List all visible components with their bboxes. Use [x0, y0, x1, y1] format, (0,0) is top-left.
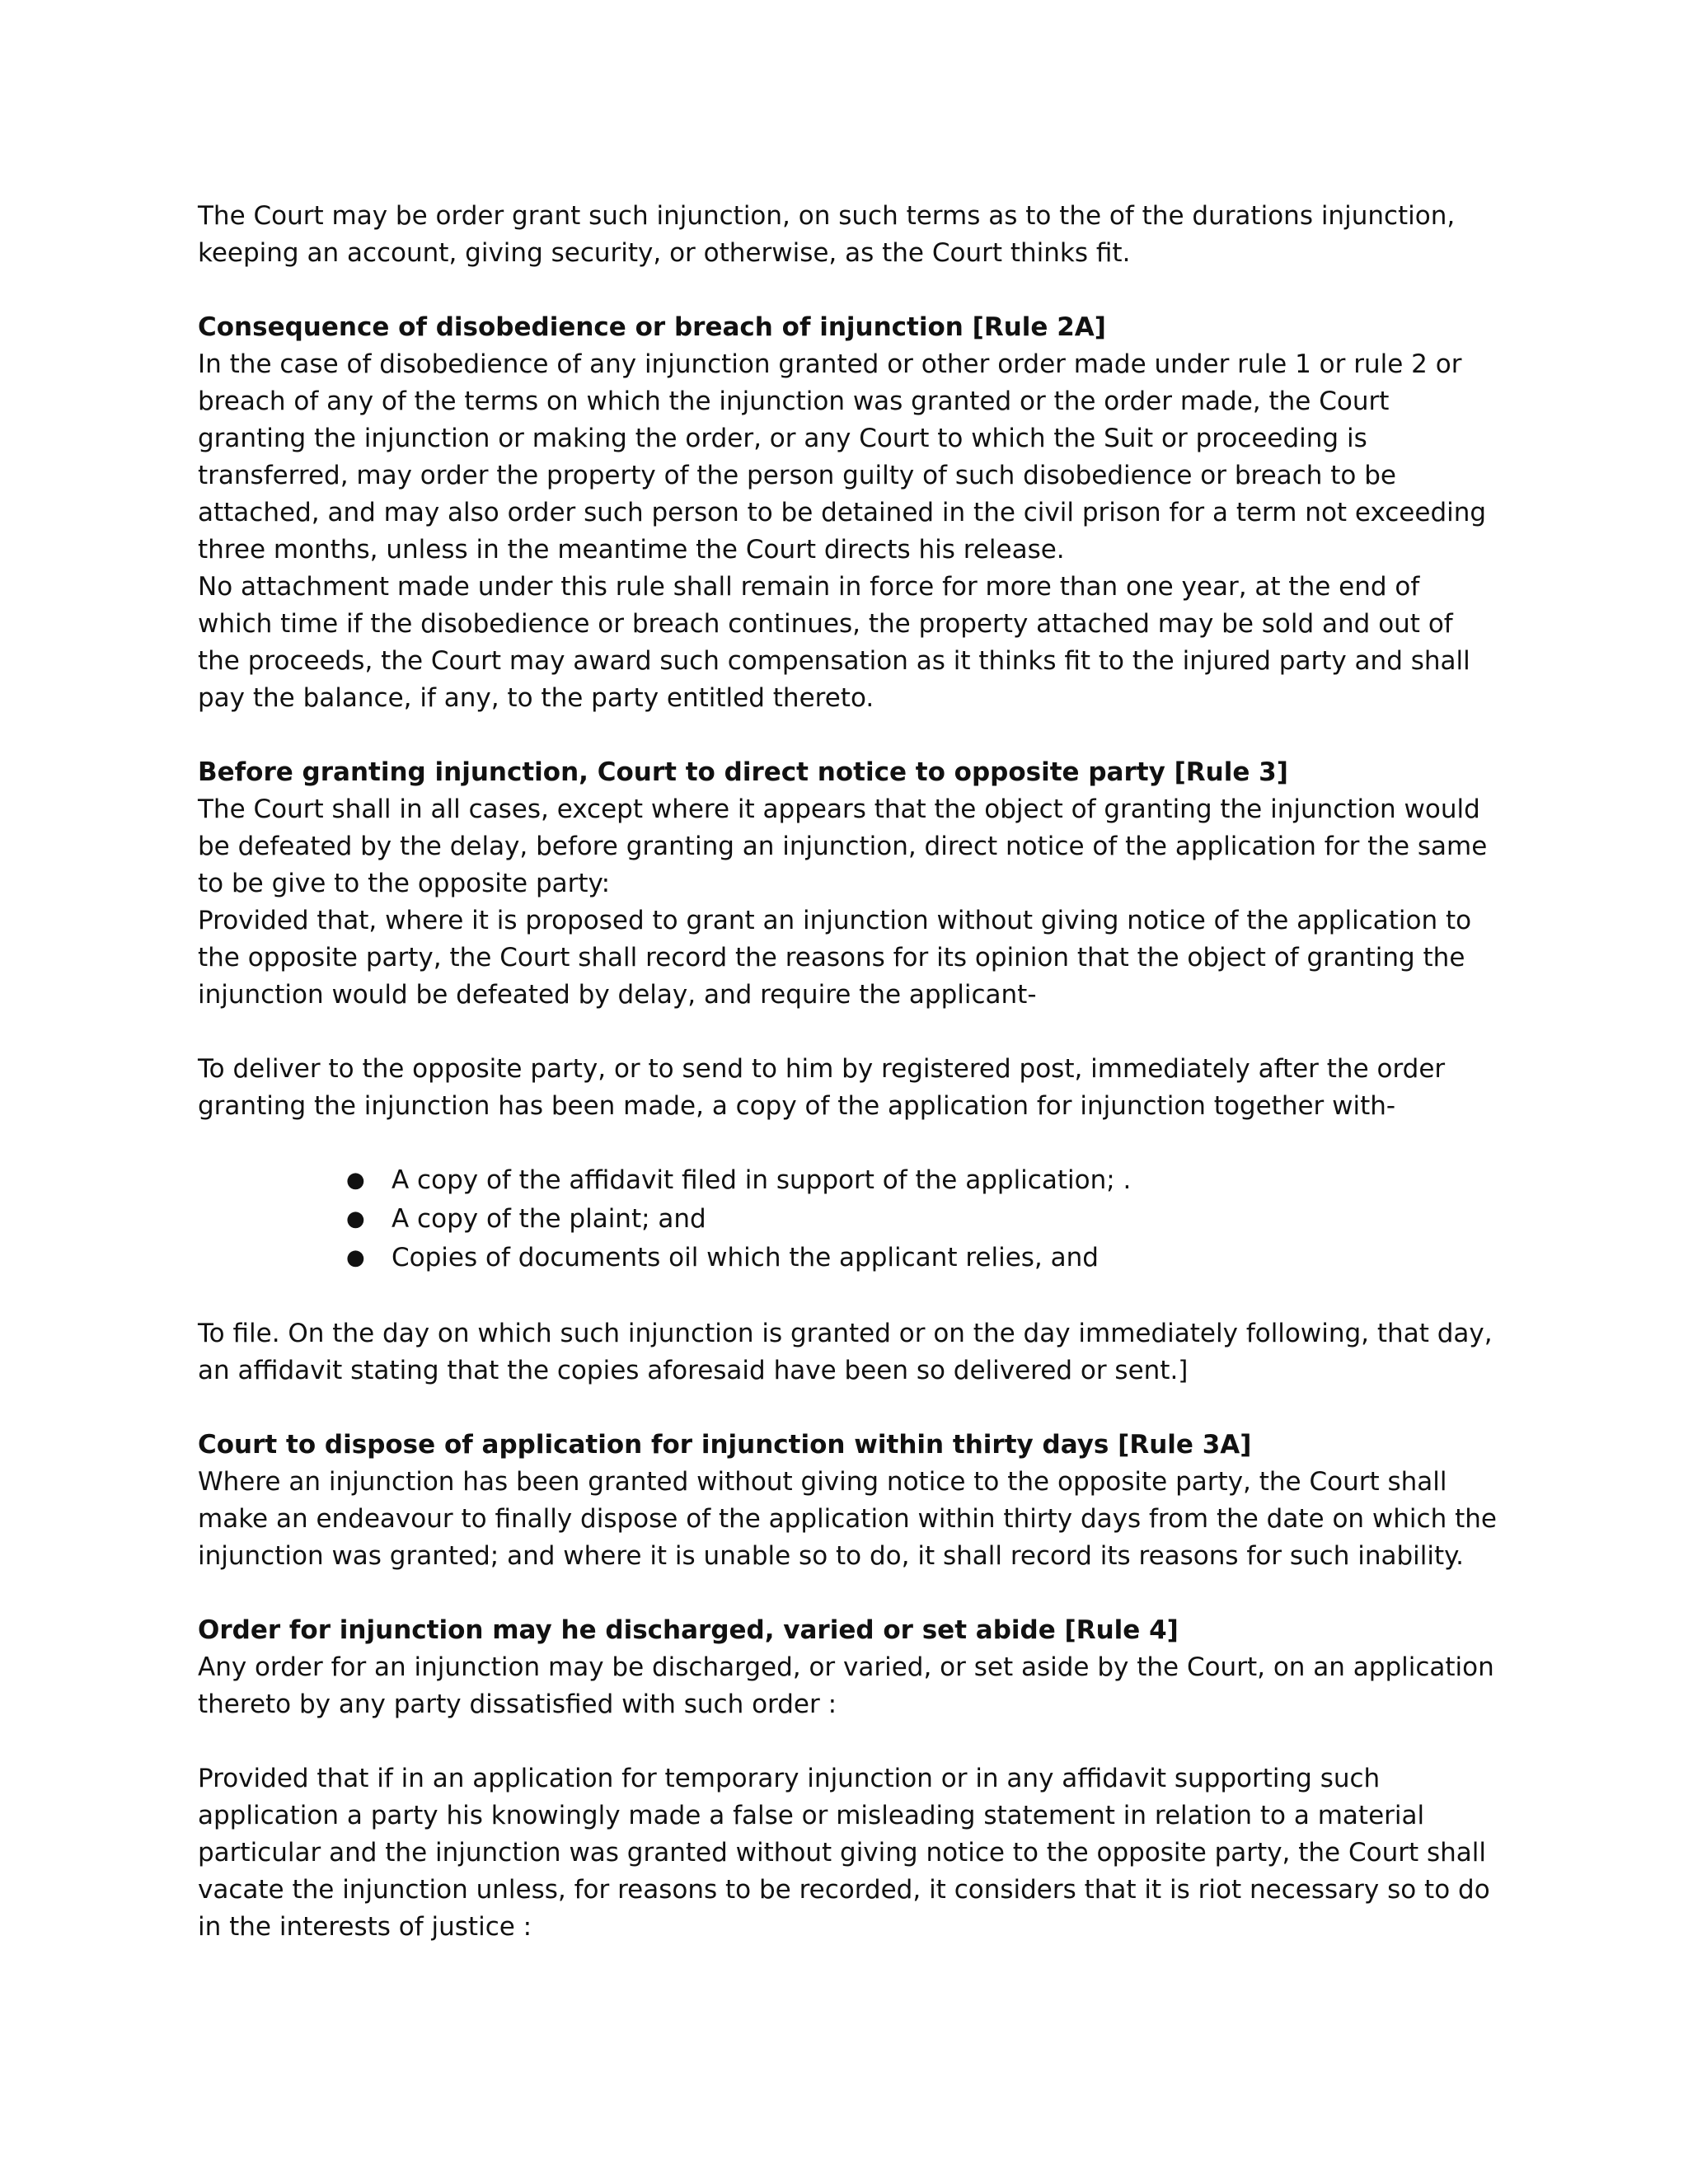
rule-2a-heading: Consequence of disobedience or breach of injunction [Rule 2A] — [198, 312, 1106, 342]
spacer — [198, 1390, 1500, 1427]
spacer — [198, 717, 1500, 754]
bullet-icon: ● — [346, 1168, 365, 1193]
list-item-text: A copy of the plaint; and — [392, 1204, 706, 1234]
bullet-icon: ● — [346, 1207, 365, 1231]
rule-3-heading: Before granting injunction, Court to direct notice to opposite party [Rule 3] — [198, 757, 1288, 787]
rule-2a-paragraph-2: No attachment made under this rule shall remain in force for more than one year, at the end of which time if the disobedience or breach continues, the property attached may be sold and out of the proceeds, the Court may award such compensation as it thinks fit to the injured party and shall pay the balance, if any, to the party entitled thereto. — [198, 572, 1470, 713]
list-item — [346, 1240, 1500, 1278]
spacer — [198, 1723, 1500, 1760]
list-item-text: A copy of the affidavit filed in support of the application; . — [392, 1165, 1132, 1195]
bullet-icon: ● — [346, 1245, 365, 1270]
list-item — [346, 1201, 1500, 1240]
bullet-list — [198, 1162, 1500, 1278]
rule-2a-paragraph-1: In the case of disobedience of any injunction granted or other order made under rule 1 or rule 2 or breach of any of the terms on which the injunction was granted or the order made, the Court granting the injunction or making the order, or any Court to which the Suit or proceeding is transferred, may order the property of the person guilty of such disobedience or breach to be attached, and may also order such person to be detained in the civil prison for a term not exceeding three months, unless in the meantime the Court directs his release. — [198, 349, 1487, 565]
rule-3-paragraph-2: Provided that, where it is proposed to grant an injunction without giving notice of the application to the opposite party, the Court shall record the reasons for its opinion that the object of granting the injunction would be defeated by delay, and require the applicant- — [198, 906, 1472, 1010]
rule-3-paragraph-4: To file. On the day on which such injunction is granted or on the day immediately following, that day, an affidavit stating that the copies aforesaid have been so delivered or sent.] — [198, 1319, 1493, 1385]
rule-3a-paragraph-1: Where an injunction has been granted without giving notice to the opposite party, the Court shall make an endeavour to finally dispose of the application within thirty days from the date on which the injunction was granted; and where it is unable so to do, it shall record its reasons for such inability. — [198, 1467, 1497, 1571]
list-item-text: Copies of documents oil which the applicant relies, and — [392, 1243, 1099, 1272]
rule-3-paragraph-1: The Court shall in all cases, except where it appears that the object of granting the injunction would be defeated by the delay, before granting an injunction, direct notice of the application for the same to be give to the opposite party: — [198, 794, 1488, 898]
rule-3-paragraph-3: To deliver to the opposite party, or to send to him by registered post, immediately after the order granting the injunction has been made, a copy of the application for injunction together with- — [198, 1054, 1446, 1121]
rule-4-heading: Order for injunction may he discharged, varied or set abide [Rule 4] — [198, 1615, 1179, 1645]
document-page — [198, 198, 1500, 1946]
list-item — [346, 1162, 1500, 1201]
rule-4-paragraph-2: Provided that if in an application for temporary injunction or in any affidavit supporting such application a party his knowingly made a false or misleading statement in relation to a material particular and the injunction was granted without giving notice to the opposite party, the Court shall vacate the injunction unless, for reasons to be recorded, it considers that it is riot necessary so to do in the interests of justice : — [198, 1764, 1490, 1942]
intro-paragraph: The Court may be order grant such injunction, on such terms as to the of the durations injunction, keeping an account, giving security, or otherwise, as the Court thinks fit. — [198, 201, 1456, 268]
spacer — [198, 1575, 1500, 1612]
spacer — [198, 1014, 1500, 1051]
spacer — [198, 272, 1500, 309]
rule-3a-heading: Court to dispose of application for injunction within thirty days [Rule 3A] — [198, 1430, 1252, 1460]
spacer — [198, 1278, 1500, 1315]
rule-4-paragraph-1: Any order for an injunction may be discharged, or varied, or set aside by the Court, on an application thereto by any party dissatisfied with such order : — [198, 1652, 1494, 1719]
spacer — [198, 1125, 1500, 1162]
